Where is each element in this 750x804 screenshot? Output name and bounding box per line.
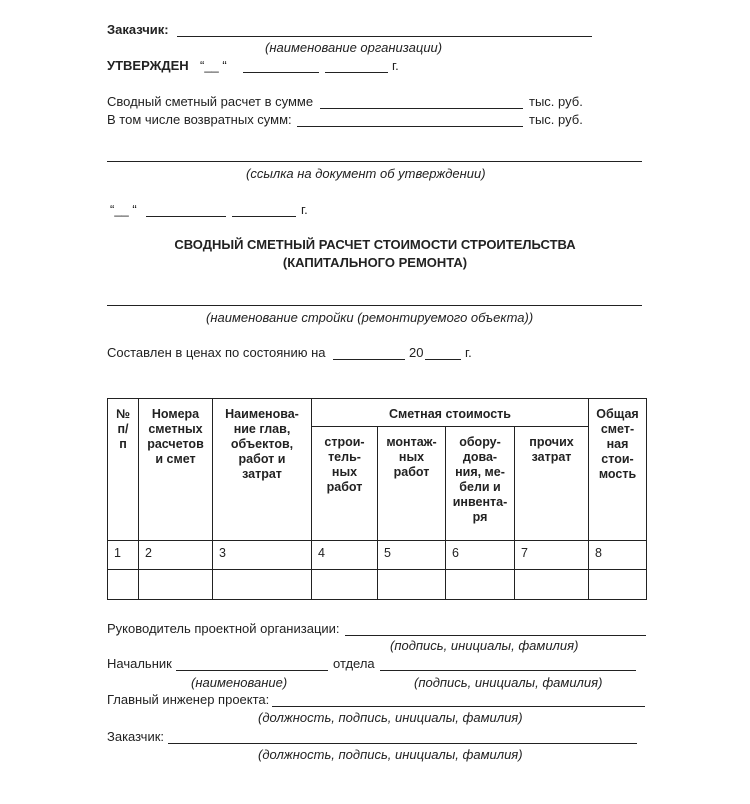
customer-sign-caption: (должность, подпись, инициалы, фамилия) — [258, 747, 523, 762]
prices-label: Составлен в ценах по состоянию на — [107, 345, 326, 360]
prices-year-prefix: 20 — [409, 345, 424, 360]
column-number-cell: 7 — [515, 541, 589, 570]
approved-year-line — [325, 72, 388, 73]
approved-month-line — [243, 72, 319, 73]
column-number-cell: 5 — [378, 541, 446, 570]
head-signature-line — [345, 635, 646, 636]
approved-date-open: “__ “ — [200, 58, 227, 73]
chief-label: Начальник — [107, 656, 172, 671]
table-cell[interactable] — [589, 570, 647, 600]
column-number-cell: 3 — [213, 541, 312, 570]
refund-unit: тыс. руб. — [529, 112, 583, 127]
column-number-cell: 2 — [139, 541, 213, 570]
table-cell[interactable] — [312, 570, 378, 600]
sum-line — [320, 108, 523, 109]
col-construction-header: строи- тель- ных работ — [312, 427, 378, 541]
head-caption: (подпись, инициалы, фамилия) — [390, 638, 579, 653]
col-cost-group-header: Сметная стоимость — [312, 399, 589, 427]
sum-unit: тыс. руб. — [529, 94, 583, 109]
approved-year-suffix: г. — [392, 58, 399, 73]
column-numbers-row — [108, 541, 647, 570]
site-name-line — [107, 305, 642, 306]
refund-label: В том числе возвратных сумм: — [107, 112, 292, 127]
prices-day-line — [333, 359, 405, 360]
column-number-cell: 8 — [589, 541, 647, 570]
refund-line — [297, 126, 523, 127]
chief-name-line — [176, 670, 328, 671]
engineer-caption: (должность, подпись, инициалы, фамилия) — [258, 710, 523, 725]
table-cell[interactable] — [515, 570, 589, 600]
chief-caption-sign: (подпись, инициалы, фамилия) — [414, 675, 603, 690]
table-cell[interactable] — [446, 570, 515, 600]
site-caption: (наименование стройки (ремонтируемого объекта)) — [206, 310, 534, 325]
table-cell[interactable] — [213, 570, 312, 600]
sum-label: Сводный сметный расчет в сумме — [107, 94, 314, 109]
column-number-cell: 4 — [312, 541, 378, 570]
col-number-header: № п/ п — [108, 399, 139, 541]
chief-dept-label: отдела — [333, 656, 375, 671]
doc-ref-caption: (ссылка на документ об утверждении) — [246, 166, 486, 181]
customer-label: Заказчик: — [107, 22, 169, 37]
column-number-cell: 1 — [108, 541, 139, 570]
date2-open: “__ “ — [110, 202, 137, 217]
customer-caption: (наименование организации) — [265, 40, 443, 55]
customer-sign-label: Заказчик: — [107, 729, 165, 744]
col-other-header: прочих затрат — [515, 427, 589, 541]
prices-year-suffix: г. — [465, 345, 472, 360]
approved-label: УТВЕРЖДЕН — [107, 58, 189, 73]
customer-line — [177, 36, 592, 37]
col-estimate-numbers-header: Номера сметных расчетов и смет — [139, 399, 213, 541]
col-installation-header: монтаж- ных работ — [378, 427, 446, 541]
table-row — [108, 570, 647, 600]
table-cell[interactable] — [108, 570, 139, 600]
col-names-header: Наименова- ние глав, объектов, работ и затрат — [213, 399, 312, 541]
engineer-signature-line — [272, 706, 645, 707]
date2-month-line — [146, 216, 226, 217]
column-number-cell: 6 — [446, 541, 515, 570]
document-title-line2: (КАПИТАЛЬНОГО РЕМОНТА) — [282, 255, 468, 270]
document-title-line1: СВОДНЫЙ СМЕТНЫЙ РАСЧЕТ СТОИМОСТИ СТРОИТЕЛЬСТВА — [174, 237, 576, 252]
doc-ref-line — [107, 161, 642, 162]
date2-year-suffix: г. — [301, 202, 308, 217]
col-total-header: Общая смет- ная стои- мость — [589, 399, 647, 541]
estimate-table — [107, 398, 647, 600]
date2-year-line — [232, 216, 296, 217]
col-equipment-header: обору- дова- ния, ме- бели и инвента- ря — [446, 427, 515, 541]
prices-year-line — [425, 359, 461, 360]
table-cell[interactable] — [378, 570, 446, 600]
engineer-label: Главный инженер проекта: — [107, 692, 270, 707]
chief-caption-name: (наименование) — [191, 675, 288, 690]
customer-signature-line — [168, 743, 637, 744]
head-label: Руководитель проектной организации: — [107, 621, 340, 636]
chief-signature-line — [380, 670, 636, 671]
table-cell[interactable] — [139, 570, 213, 600]
